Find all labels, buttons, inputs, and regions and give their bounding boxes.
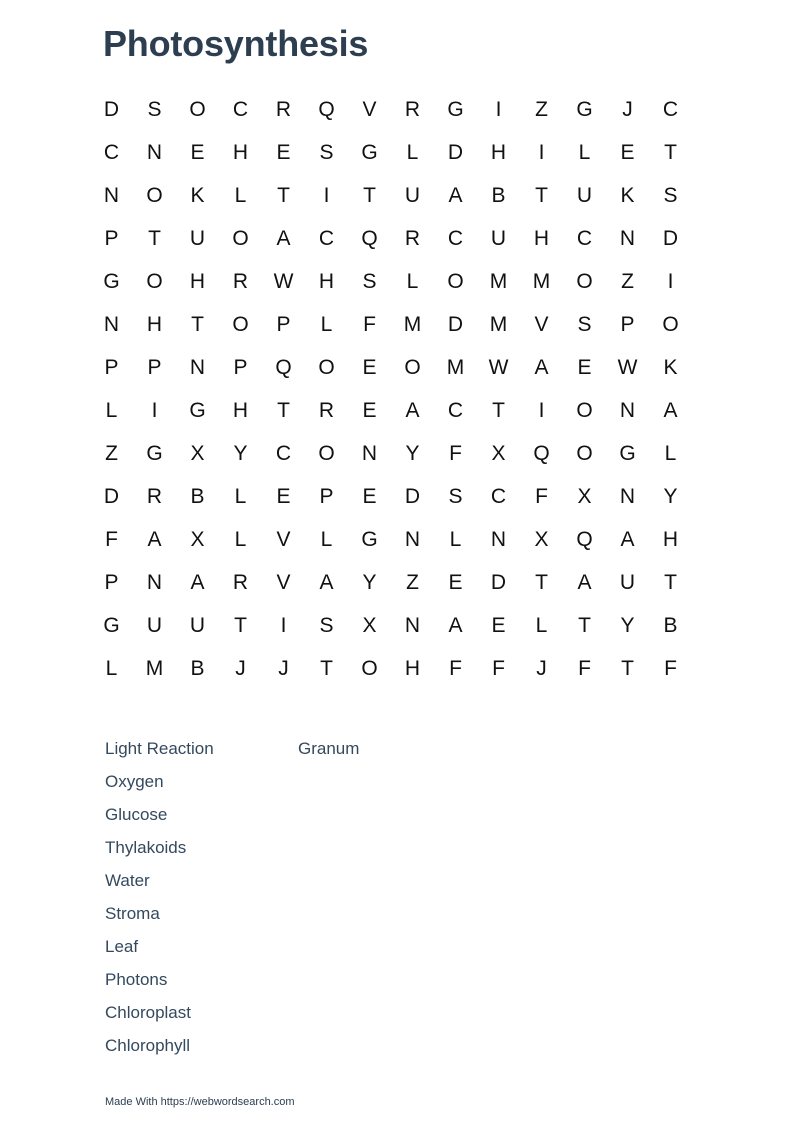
grid-cell: T: [535, 571, 548, 594]
grid-cell: S: [577, 313, 592, 336]
grid-cell: S: [663, 184, 678, 207]
grid-cell: T: [277, 184, 290, 207]
grid-cell: L: [105, 399, 118, 422]
grid-cell: P: [319, 485, 334, 508]
grid-cell: O: [662, 313, 679, 336]
grid-cell: H: [318, 270, 335, 293]
word-list-item: Chloroplast: [105, 1003, 191, 1022]
grid-cell: A: [448, 184, 463, 207]
grid-cell: E: [577, 356, 592, 379]
grid-row: [90, 217, 692, 260]
grid-cell: E: [491, 614, 506, 637]
grid-row: [90, 88, 692, 131]
grid-cell: B: [491, 184, 506, 207]
grid-cell: T: [664, 141, 677, 164]
grid-cell: L: [406, 270, 419, 293]
letter-grid: [90, 88, 692, 690]
grid-cell: K: [620, 184, 635, 207]
grid-cell: O: [576, 270, 593, 293]
grid-cell: U: [189, 227, 206, 250]
grid-row: [90, 604, 692, 647]
grid-row: [90, 346, 692, 389]
grid-cell: L: [234, 184, 247, 207]
grid-cell: N: [404, 614, 421, 637]
grid-cell: R: [232, 270, 249, 293]
grid-cell: L: [664, 442, 677, 465]
grid-cell: F: [449, 442, 462, 465]
grid-cell: H: [232, 399, 249, 422]
grid-cell: Y: [405, 442, 420, 465]
grid-cell: V: [362, 98, 377, 121]
grid-cell: E: [362, 356, 377, 379]
grid-cell: F: [449, 657, 462, 680]
grid-cell: N: [146, 571, 163, 594]
grid-cell: F: [664, 657, 677, 680]
grid-row: [90, 432, 692, 475]
grid-cell: I: [280, 614, 287, 637]
grid-cell: O: [232, 313, 249, 336]
grid-cell: R: [318, 399, 335, 422]
grid-cell: S: [362, 270, 377, 293]
grid-cell: U: [619, 571, 636, 594]
grid-cell: P: [147, 356, 162, 379]
word-list-item: Photons: [105, 970, 168, 989]
grid-cell: C: [318, 227, 335, 250]
grid-cell: J: [278, 657, 289, 680]
grid-cell: A: [147, 528, 162, 551]
grid-cell: K: [663, 356, 678, 379]
grid-cell: P: [233, 356, 248, 379]
grid-cell: E: [362, 399, 377, 422]
grid-cell: C: [662, 98, 679, 121]
grid-cell: G: [146, 442, 163, 465]
grid-cell: G: [189, 399, 206, 422]
grid-cell: G: [447, 98, 464, 121]
page-title: Photosynthesis: [103, 23, 369, 64]
grid-cell: F: [578, 657, 591, 680]
grid-cell: Z: [621, 270, 634, 293]
grid-row: [90, 561, 692, 604]
grid-cell: P: [620, 313, 635, 336]
grid-cell: N: [103, 184, 120, 207]
grid-cell: N: [189, 356, 206, 379]
footer-credit: Made With https://webwordsearch.com: [105, 1096, 295, 1108]
grid-cell: L: [105, 657, 118, 680]
grid-cell: M: [145, 657, 164, 680]
grid-cell: P: [104, 571, 119, 594]
grid-cell: O: [232, 227, 249, 250]
grid-cell: A: [663, 399, 678, 422]
grid-cell: G: [361, 141, 378, 164]
grid-row: [90, 475, 692, 518]
word-list: [105, 732, 605, 1062]
grid-cell: I: [151, 399, 158, 422]
grid-cell: C: [447, 399, 464, 422]
grid-cell: X: [491, 442, 506, 465]
grid-cell: H: [232, 141, 249, 164]
grid-cell: W: [488, 356, 509, 379]
grid-cell: E: [448, 571, 463, 594]
grid-cell: L: [449, 528, 462, 551]
grid-cell: B: [663, 614, 678, 637]
grid-row: [90, 389, 692, 432]
grid-cell: X: [190, 528, 205, 551]
grid-cell: G: [619, 442, 636, 465]
grid-cell: V: [276, 528, 291, 551]
word-list-item: Chlorophyll: [105, 1036, 191, 1055]
word-list-column-1: [105, 732, 214, 1062]
word-list-item: Granum: [298, 739, 360, 758]
grid-cell: H: [404, 657, 421, 680]
grid-cell: T: [535, 184, 548, 207]
grid-cell: O: [146, 270, 163, 293]
grid-cell: L: [234, 528, 247, 551]
grid-cell: D: [447, 141, 464, 164]
grid-cell: V: [276, 571, 291, 594]
grid-cell: H: [662, 528, 679, 551]
grid-cell: N: [619, 227, 636, 250]
grid-cell: A: [534, 356, 549, 379]
grid-cell: P: [104, 227, 119, 250]
grid-cell: N: [361, 442, 378, 465]
word-list-item: Water: [105, 871, 150, 890]
grid-cell: X: [534, 528, 549, 551]
grid-cell: Q: [576, 528, 593, 551]
grid-cell: T: [664, 571, 677, 594]
grid-cell: G: [576, 98, 593, 121]
grid-cell: R: [404, 98, 421, 121]
grid-cell: U: [576, 184, 593, 207]
grid-cell: O: [318, 356, 335, 379]
grid-cell: A: [319, 571, 334, 594]
grid-cell: O: [576, 442, 593, 465]
grid-cell: D: [662, 227, 679, 250]
grid-cell: E: [620, 141, 635, 164]
grid-cell: A: [577, 571, 592, 594]
grid-cell: S: [448, 485, 463, 508]
grid-cell: W: [617, 356, 638, 379]
grid-cell: E: [362, 485, 377, 508]
grid-cell: Q: [275, 356, 292, 379]
grid-cell: C: [103, 141, 120, 164]
grid-cell: G: [103, 614, 120, 637]
grid-cell: Y: [663, 485, 678, 508]
grid-cell: N: [103, 313, 120, 336]
grid-cell: A: [405, 399, 420, 422]
grid-cell: C: [490, 485, 507, 508]
grid-cell: V: [534, 313, 549, 336]
grid-cell: O: [404, 356, 421, 379]
grid-cell: F: [492, 657, 505, 680]
word-list-column-2: [298, 732, 359, 765]
grid-cell: R: [404, 227, 421, 250]
grid-cell: J: [536, 657, 547, 680]
grid-cell: Z: [406, 571, 419, 594]
grid-row: [90, 260, 692, 303]
grid-cell: P: [276, 313, 291, 336]
grid-cell: L: [406, 141, 419, 164]
grid-cell: T: [148, 227, 161, 250]
grid-cell: U: [404, 184, 421, 207]
grid-cell: X: [577, 485, 592, 508]
grid-cell: H: [533, 227, 550, 250]
grid-cell: Q: [361, 227, 378, 250]
word-list-item: Light Reaction: [105, 739, 214, 758]
grid-cell: M: [446, 356, 465, 379]
grid-cell: Y: [362, 571, 377, 594]
word-list-item: Glucose: [105, 805, 168, 824]
grid-cell: R: [275, 98, 292, 121]
grid-cell: S: [319, 614, 334, 637]
grid-cell: S: [319, 141, 334, 164]
grid-cell: O: [361, 657, 378, 680]
grid-row: [90, 518, 692, 561]
grid-cell: C: [232, 98, 249, 121]
grid-row: [90, 174, 692, 217]
grid-cell: E: [276, 141, 291, 164]
grid-cell: T: [363, 184, 376, 207]
grid-cell: H: [490, 141, 507, 164]
grid-cell: I: [323, 184, 330, 207]
grid-cell: O: [146, 184, 163, 207]
grid-cell: N: [619, 485, 636, 508]
grid-cell: T: [191, 313, 204, 336]
grid-cell: Y: [233, 442, 248, 465]
grid-cell: L: [320, 313, 333, 336]
grid-cell: T: [320, 657, 333, 680]
grid-cell: A: [448, 614, 463, 637]
grid-cell: I: [538, 141, 545, 164]
grid-cell: A: [276, 227, 291, 250]
grid-cell: J: [235, 657, 246, 680]
grid-cell: D: [447, 313, 464, 336]
grid-cell: G: [361, 528, 378, 551]
grid-cell: D: [404, 485, 421, 508]
grid-cell: R: [232, 571, 249, 594]
grid-row: [90, 303, 692, 346]
grid-cell: O: [576, 399, 593, 422]
grid-cell: L: [320, 528, 333, 551]
grid-cell: S: [147, 98, 162, 121]
grid-cell: U: [146, 614, 163, 637]
grid-cell: M: [403, 313, 422, 336]
grid-cell: I: [538, 399, 545, 422]
grid-cell: N: [146, 141, 163, 164]
grid-cell: G: [103, 270, 120, 293]
grid-cell: O: [189, 98, 206, 121]
grid-cell: O: [447, 270, 464, 293]
grid-cell: C: [447, 227, 464, 250]
grid-cell: L: [578, 141, 591, 164]
grid-cell: D: [103, 485, 120, 508]
grid-cell: H: [146, 313, 163, 336]
grid-cell: X: [190, 442, 205, 465]
word-list-item: Oxygen: [105, 772, 164, 791]
grid-cell: H: [189, 270, 206, 293]
grid-cell: I: [667, 270, 674, 293]
grid-cell: K: [190, 184, 205, 207]
grid-cell: L: [535, 614, 548, 637]
grid-cell: C: [275, 442, 292, 465]
grid-cell: L: [234, 485, 247, 508]
word-list-item: Leaf: [105, 937, 139, 956]
grid-row: [90, 647, 692, 690]
grid-cell: T: [277, 399, 290, 422]
grid-cell: B: [190, 657, 205, 680]
word-list-item: Thylakoids: [105, 838, 187, 857]
grid-cell: P: [104, 356, 119, 379]
grid-cell: Z: [535, 98, 548, 121]
grid-cell: E: [190, 141, 205, 164]
grid-cell: Y: [620, 614, 635, 637]
grid-cell: O: [318, 442, 335, 465]
grid-cell: W: [273, 270, 294, 293]
grid-cell: F: [363, 313, 376, 336]
grid-cell: T: [578, 614, 591, 637]
grid-cell: Q: [318, 98, 335, 121]
grid-cell: N: [619, 399, 636, 422]
grid-cell: N: [490, 528, 507, 551]
grid-cell: T: [621, 657, 634, 680]
grid-cell: R: [146, 485, 163, 508]
grid-cell: E: [276, 485, 291, 508]
grid-cell: M: [532, 270, 551, 293]
grid-cell: M: [489, 270, 508, 293]
grid-cell: F: [535, 485, 548, 508]
grid-cell: B: [190, 485, 205, 508]
word-list-item: Stroma: [105, 904, 160, 923]
grid-cell: T: [492, 399, 505, 422]
grid-cell: A: [190, 571, 205, 594]
grid-cell: X: [362, 614, 377, 637]
grid-cell: A: [620, 528, 635, 551]
grid-cell: I: [495, 98, 502, 121]
grid-cell: N: [404, 528, 421, 551]
grid-cell: F: [105, 528, 118, 551]
grid-cell: D: [103, 98, 120, 121]
grid-cell: C: [576, 227, 593, 250]
grid-cell: Q: [533, 442, 550, 465]
grid-cell: U: [189, 614, 206, 637]
grid-row: [90, 131, 692, 174]
grid-cell: D: [490, 571, 507, 594]
grid-cell: Z: [105, 442, 118, 465]
grid-cell: U: [490, 227, 507, 250]
grid-cell: T: [234, 614, 247, 637]
grid-cell: M: [489, 313, 508, 336]
grid-cell: J: [622, 98, 633, 121]
